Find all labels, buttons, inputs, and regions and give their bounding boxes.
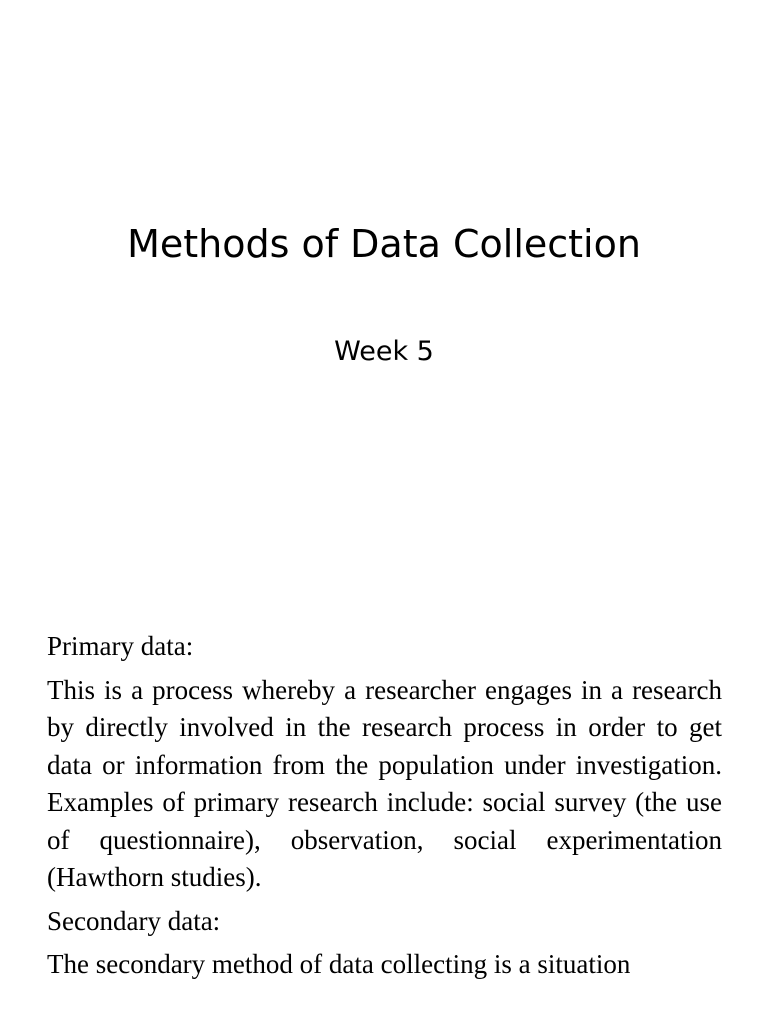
primary-data-heading: Primary data: (47, 631, 194, 661)
slide-title: Methods of Data Collection (127, 222, 641, 266)
secondary-data-heading: Secondary data: (47, 905, 221, 936)
secondary-data-paragraph: The secondary method of data collecting is a situation (47, 949, 631, 979)
content-slide (47, 628, 722, 990)
slide-subtitle: Week 5 (334, 336, 434, 367)
primary-data-paragraph: This is a process whereby a researcher engages in a research by directly involved in the research process in order to get data or information from the population under investigation. Examples of primary research include: social survey (the use of questionnaire), observation, social experimentation (Hawthorn studies). (47, 674, 722, 892)
